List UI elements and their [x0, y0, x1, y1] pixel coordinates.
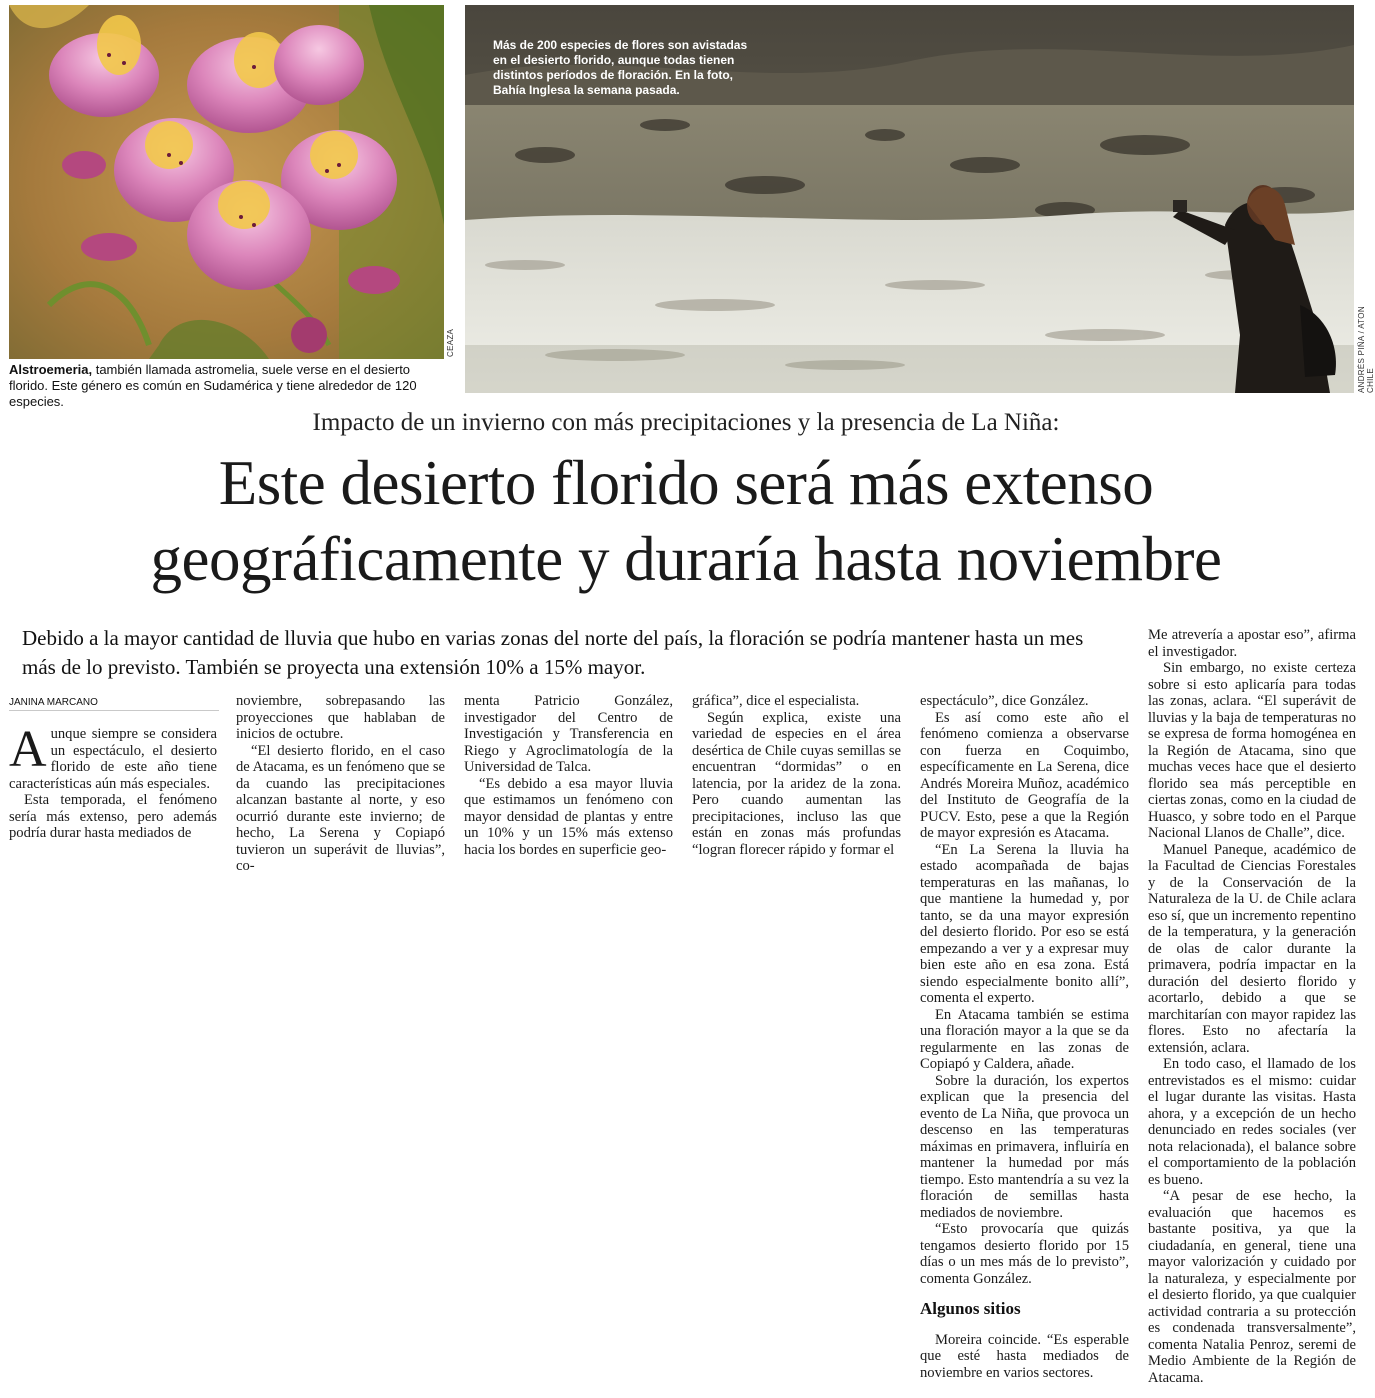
column-3-paragraph-2: “Es debido a esa mayor lluvia que estimamos un fenómeno con mayor densidad de plantas y entre un 10% y un 15% más extenso hacia los bordes en superficie geo- [464, 775, 673, 858]
column-5-paragraph-2: Es así como este año el fenómeno comienza a observarse con fuerza en Coquimbo, específicamente en La Serena, dice Andrés Moreira Muñoz, académico del Instituto de Geografía de la PUCV. Esto, pese a que la Región de mayor expresión es Atacama. [920, 709, 1129, 841]
left-photo-caption [9, 362, 449, 410]
body-column-3 [464, 693, 673, 858]
byline: JANINA MARCANO [9, 697, 98, 708]
column-5-paragraph-3: “En La Serena la lluvia ha estado acompañada de bajas temperaturas en las mañanas, lo que mantiene la humedad y, por tanto, se da una mayor expresión del desierto florido. Por eso se está empezando a ver y a expresar muy bien este año en esa zona. Está siendo especialmente bonito allí”, comenta el experto. [920, 841, 1129, 1006]
column-6-paragraph-5: “A pesar de ese hecho, la evaluación que hacemos es bastante positiva, ya que la ciudadanía, en general, tiene una mayor valorización y cuidado por la naturaleza, y especialmente por el desierto florido, ya que cualquier actividad contraria a su protección es condenada transversalmente”, comenta Natalia Penroz, seremi de Medio Ambiente de la Región de Atacama. [1148, 1188, 1356, 1386]
column-1-paragraph-1-text: unque siempre se considera un espectáculo, el desierto florido de este año tiene características aún más especiales. [9, 726, 217, 792]
body-column-5 [920, 693, 1129, 1381]
column-5-paragraph-4: En Atacama también se estima una floración mayor a la que se da regularmente en las zonas de Copiapó y Caldera, añade. [920, 1006, 1129, 1072]
drop-cap: A [9, 721, 47, 778]
lead-paragraph: Debido a la mayor cantidad de lluvia que hubo en varias zonas del norte del país, la floración se podría mantener hasta un mes más de lo previsto. También se proyecta una extensión 10% a 15% mayor. [22, 626, 1084, 679]
right-photo-credit: ANDRÉS PIÑA / ATON CHILE [1357, 306, 1375, 393]
body-column-4 [692, 693, 901, 858]
column-4-paragraph-1: gráfica”, dice el especialista. [692, 693, 860, 709]
left-photo-credit: CEAZA [446, 328, 455, 357]
column-5-paragraph-6: “Esto provocaría que quizás tengamos desierto florido por 15 días o un mes más de lo previsto”, comenta González. [920, 1221, 1129, 1287]
column-4-paragraph-2: Según explica, existe una variedad de especies en el área desértica de Chile cuyas semillas se encuentran “dormidas” o en latencia, por la aridez de la zona. Pero cuando aumentan las precipitaciones, incluso las que están en zonas más profundas “logran florecer rápido y formar el [692, 709, 901, 858]
column-5-paragraph-5: Sobre la duración, los expertos explican que la presencia del evento de La Niña, que provoca un descenso en las temperaturas máximas en primavera, influiría en mantener la humedad por más tiempo. Esto mantendría a su vez la floración de semillas hasta mediados de noviembre. [920, 1072, 1129, 1221]
column-6-paragraph-2: Sin embargo, no existe certeza sobre si esto aplicaría para todas las zonas, aclara. “El superávit de lluvias y la baja de temperaturas no se expresa de forma homogénea en la Región de Atacama, sino que muchas veces hace que el desierto florido sea más perceptible en ciertas zonas, como en la ciudad de Huasco, y sobre todo en el Parque Nacional Llanos de Challe”, dice. [1148, 660, 1356, 841]
caption-text: también llamada astromelia, suele verse en el desierto florido. Este género es común en Sudamérica y tiene alrededor de 120 especies. [9, 362, 417, 409]
column-3-paragraph-1: menta Patricio González, investigador del Centro de Investigación y Transferencia en Riego y Agroclimatología de la Universidad de Talca. [464, 693, 673, 775]
subhead-algunos-sitios: Algunos sitios [920, 1299, 1021, 1318]
headline: Este desierto florido será más extenso geográficamente y duraría hasta noviembre [150, 448, 1222, 594]
column-5-paragraph-1: espectáculo”, dice González. [920, 693, 1089, 709]
body-column-6 [1148, 627, 1356, 1386]
column-2-paragraph-1: noviembre, sobrepasando las proyecciones que hablaban de inicios de octubre. [236, 693, 445, 742]
kicker: Impacto de un invierno con más precipitaciones y la presencia de La Niña: [312, 409, 1060, 436]
column-6-paragraph-1: Me atrevería a apostar eso”, afirma el investigador. [1148, 627, 1356, 660]
alstroemeria-photo [9, 5, 444, 359]
caption-bold-term: Alstroemeria, [9, 362, 93, 377]
column-6-paragraph-4: En todo caso, el llamado de los entrevistados es el mismo: cuidar el lugar durante las visitas. Hasta ahora, y a excepción de un hecho denunciado en redes sociales (ver nota relacionada), el balance sobre el comportamiento de la población es bueno. [1148, 1056, 1356, 1188]
desert-photo-caption: Más de 200 especies de flores son avistadas en el desierto florido, aunque todas tienen distintos períodos de floración. En la foto, Bahía Inglesa la semana pasada. [493, 38, 748, 97]
column-1-paragraph-2: Esta temporada, el fenómeno sería más extenso, pero además podría durar hasta mediados de [9, 792, 217, 841]
body-column-2 [236, 693, 445, 875]
column-6-paragraph-3: Manuel Paneque, académico de la Facultad de Ciencias Forestales y de la Conservación de la Naturaleza de la U. de Chile aclara eso sí, que un incremento repentino de la temperatura, y la generación de olas de calor durante la primavera, podría impactar en la duración del desierto florido y acortarlo, debido a que se marchitarían con mayor rapidez las flores. Esto no afectaría la extensión, aclara. [1148, 841, 1356, 1056]
body-column-1 [9, 721, 217, 842]
column-2-paragraph-2: “El desierto florido, en el caso de Atacama, es un fenómeno que se da cuando las precipitaciones alcanzan bastante al norte, y eso ocurrió durante este invierno; de hecho, La Serena y Copiapó tuvieron un superávit de lluvias”, co- [236, 742, 445, 874]
byline-rule [9, 710, 219, 711]
column-5-paragraph-7: Moreira coincide. “Es esperable que esté hasta mediados de noviembre en varios sectores. [920, 1331, 1129, 1381]
column-1-paragraph-1 [9, 721, 217, 792]
